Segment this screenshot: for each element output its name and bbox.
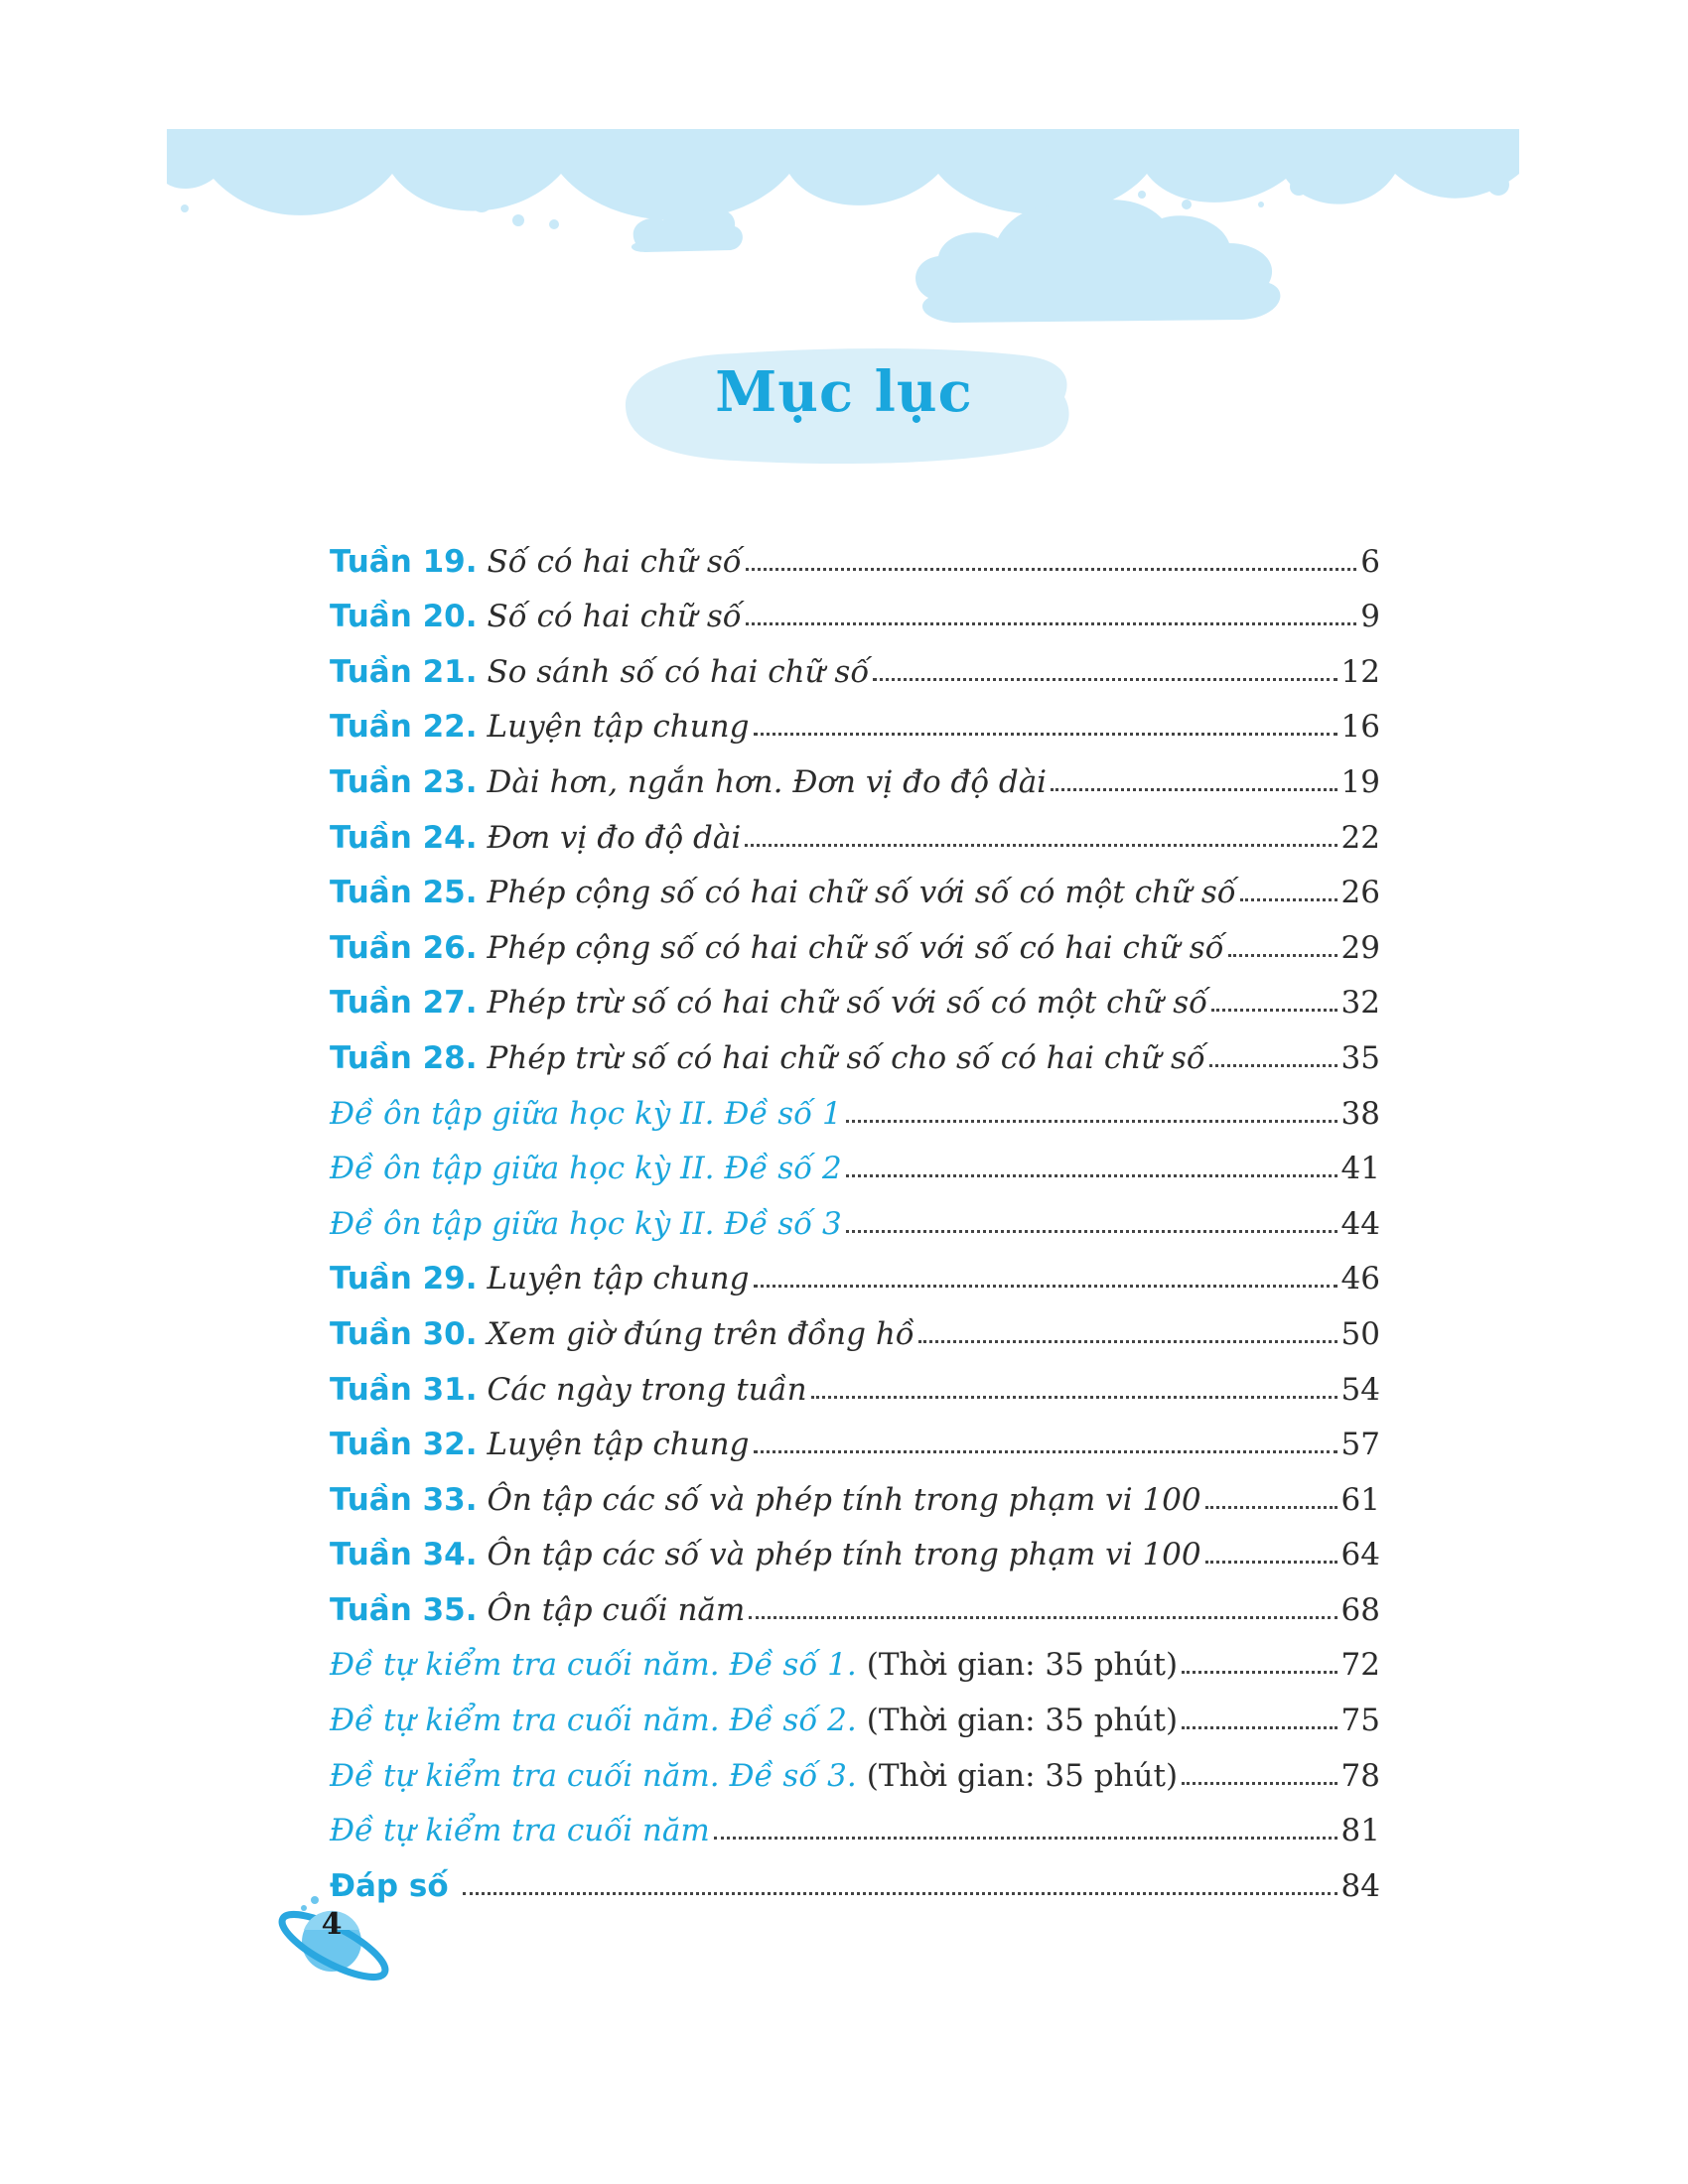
dot-leader [1209, 1064, 1337, 1067]
toc-week-label: Tuần 26. [330, 929, 478, 966]
dot-leader [873, 678, 1336, 681]
dot-leader [1228, 954, 1337, 957]
dot-leader [749, 1616, 1336, 1619]
toc-page-number: 81 [1340, 1813, 1380, 1849]
dot-leader [754, 733, 1337, 736]
toc-entry-title: Số có hai chữ số [487, 599, 742, 635]
toc-entry [330, 800, 1380, 856]
toc-entry-title: Ôn tập các số và phép tính trong phạm vi 100 [487, 1537, 1201, 1573]
toc-entry [330, 1518, 1380, 1573]
dot-leader [754, 1285, 1337, 1288]
toc-entry-title: So sánh số có hai chữ số [487, 653, 870, 690]
toc-entry-note: (Thời gian: 35 phút) [866, 1757, 1179, 1794]
toc-page-number: 64 [1340, 1537, 1380, 1573]
toc-entry [330, 634, 1380, 690]
toc-page-number: 35 [1340, 1039, 1380, 1076]
toc-entry [330, 1242, 1380, 1297]
toc-entry [330, 1352, 1380, 1408]
title-area [606, 338, 1082, 477]
dot-leader [754, 1450, 1337, 1453]
toc-entry-title: Ôn tập cuối năm [487, 1591, 746, 1628]
toc-page-number: 84 [1340, 1867, 1380, 1904]
page-number: 4 [321, 1907, 343, 1942]
toc-week-label: Tuần 22. [330, 709, 478, 746]
toc-page-number: 22 [1340, 819, 1380, 856]
page-title: Mục lục [715, 359, 973, 425]
toc-entry-title: Đề ôn tập giữa học kỳ II. Đề số 1 [330, 1095, 842, 1132]
dot-leader [746, 568, 1357, 571]
toc-week-label: Tuần 28. [330, 1039, 478, 1076]
toc-entry [330, 1408, 1380, 1463]
toc-entry-note: (Thời gian: 35 phút) [866, 1703, 1179, 1739]
toc-page-number: 57 [1340, 1427, 1380, 1463]
toc-entry-title: Phép cộng số có hai chữ số với số có một chữ số [487, 875, 1236, 911]
dot-leader [745, 844, 1336, 847]
toc-page-number: 16 [1340, 709, 1380, 746]
toc-entry-title: Luyện tập chung [487, 1261, 750, 1297]
toc-week-label: Tuần 24. [330, 819, 478, 856]
toc-week-label: Tuần 30. [330, 1315, 478, 1352]
toc-page-number: 12 [1340, 653, 1380, 690]
toc-entry-title: Ôn tập các số và phép tính trong phạm vi 100 [487, 1481, 1201, 1518]
dot-leader [1211, 1009, 1336, 1012]
toc-page-number: 44 [1340, 1205, 1380, 1242]
toc-entry-title: Luyện tập chung [487, 709, 750, 746]
toc-entry-title: Xem giờ đúng trên đồng hồ [487, 1315, 914, 1352]
cloud-header-decoration [0, 0, 1688, 357]
toc-week-label: Tuần 19. [330, 543, 478, 580]
toc-entry [330, 1794, 1380, 1849]
toc-page-number: 19 [1340, 763, 1380, 800]
toc-entry [330, 524, 1380, 580]
toc-page-number: 72 [1340, 1647, 1380, 1684]
dot-leader [918, 1340, 1337, 1343]
toc-page-number: 75 [1340, 1703, 1380, 1739]
toc-entry [330, 1628, 1380, 1684]
toc-entry [330, 1738, 1380, 1794]
toc-week-label: Tuần 21. [330, 653, 478, 690]
dot-leader [714, 1837, 1337, 1840]
toc-page-number: 6 [1360, 543, 1380, 580]
toc-entry-title: Đơn vị đo độ dài [487, 819, 742, 856]
toc-week-label: Tuần 27. [330, 985, 478, 1022]
toc-week-label: Đáp số [330, 1867, 449, 1904]
toc-page-number: 41 [1340, 1151, 1380, 1187]
toc-week-label: Tuần 31. [330, 1371, 478, 1408]
toc-entry [330, 1132, 1380, 1187]
toc-week-label: Tuần 34. [330, 1537, 478, 1573]
toc-entry [330, 1848, 1380, 1904]
toc-entry [330, 1297, 1380, 1352]
toc-entry-title: Đề ôn tập giữa học kỳ II. Đề số 2 [330, 1151, 842, 1187]
dot-leader [846, 1174, 1337, 1177]
toc-entry-title: Dài hơn, ngắn hơn. Đơn vị đo độ dài [487, 763, 1048, 800]
toc-entry-title: Đề tự kiểm tra cuối năm. Đề số 2. [330, 1703, 857, 1739]
toc-entry [330, 856, 1380, 911]
toc-entry [330, 1462, 1380, 1518]
toc-entry-title: Phép trừ số có hai chữ số với số có một chữ số [487, 985, 1208, 1022]
toc-week-label: Tuần 35. [330, 1591, 478, 1628]
toc-entry-note: (Thời gian: 35 phút) [866, 1647, 1179, 1684]
dot-leader [1205, 1506, 1337, 1509]
dot-leader [463, 1892, 1337, 1895]
dot-leader [1182, 1782, 1337, 1785]
dot-leader [846, 1120, 1337, 1123]
toc-week-label: Tuần 25. [330, 875, 478, 911]
toc-page-number: 38 [1340, 1095, 1380, 1132]
dot-leader [1240, 898, 1337, 901]
dot-leader [811, 1396, 1337, 1399]
toc-entry [330, 690, 1380, 746]
toc-entry [330, 910, 1380, 966]
toc-entry-title: Đề ôn tập giữa học kỳ II. Đề số 3 [330, 1205, 842, 1242]
toc-entry-title: Phép trừ số có hai chữ số cho số có hai chữ số [487, 1039, 1205, 1076]
table-of-contents [330, 524, 1380, 1904]
dot-leader [1051, 788, 1336, 791]
dot-leader [846, 1230, 1337, 1233]
toc-page-number: 61 [1340, 1481, 1380, 1518]
dot-leader [1205, 1561, 1337, 1564]
toc-page-number: 26 [1340, 875, 1380, 911]
toc-entry [330, 966, 1380, 1022]
toc-entry [330, 1683, 1380, 1738]
toc-entry [330, 1186, 1380, 1242]
toc-entry [330, 745, 1380, 800]
toc-entry-title: Phép cộng số có hai chữ số với số có hai chữ số [487, 929, 1224, 966]
toc-entry-title: Đề tự kiểm tra cuối năm [330, 1813, 710, 1849]
toc-page-number: 32 [1340, 985, 1380, 1022]
toc-week-label: Tuần 29. [330, 1261, 478, 1297]
dot-leader [746, 622, 1357, 625]
toc-entry-title: Đề tự kiểm tra cuối năm. Đề số 1. [330, 1647, 857, 1684]
toc-entry [330, 1076, 1380, 1132]
toc-entry-title: Luyện tập chung [487, 1427, 750, 1463]
toc-week-label: Tuần 23. [330, 763, 478, 800]
toc-page-number: 9 [1360, 599, 1380, 635]
toc-entry [330, 1021, 1380, 1076]
toc-week-label: Tuần 33. [330, 1481, 478, 1518]
toc-page-number: 68 [1340, 1591, 1380, 1628]
toc-page-number: 50 [1340, 1315, 1380, 1352]
dot-leader [1182, 1726, 1337, 1729]
toc-entry [330, 1572, 1380, 1628]
toc-entry-title: Đề tự kiểm tra cuối năm. Đề số 3. [330, 1757, 857, 1794]
toc-page-number: 54 [1340, 1371, 1380, 1408]
toc-entry [330, 580, 1380, 635]
toc-entry-title: Các ngày trong tuần [487, 1371, 807, 1408]
toc-page-number: 78 [1340, 1757, 1380, 1794]
toc-entry-title: Số có hai chữ số [487, 543, 742, 580]
toc-page-number: 46 [1340, 1261, 1380, 1297]
toc-page-number: 29 [1340, 929, 1380, 966]
dot-leader [1182, 1671, 1337, 1674]
toc-week-label: Tuần 20. [330, 599, 478, 635]
toc-week-label: Tuần 32. [330, 1427, 478, 1463]
